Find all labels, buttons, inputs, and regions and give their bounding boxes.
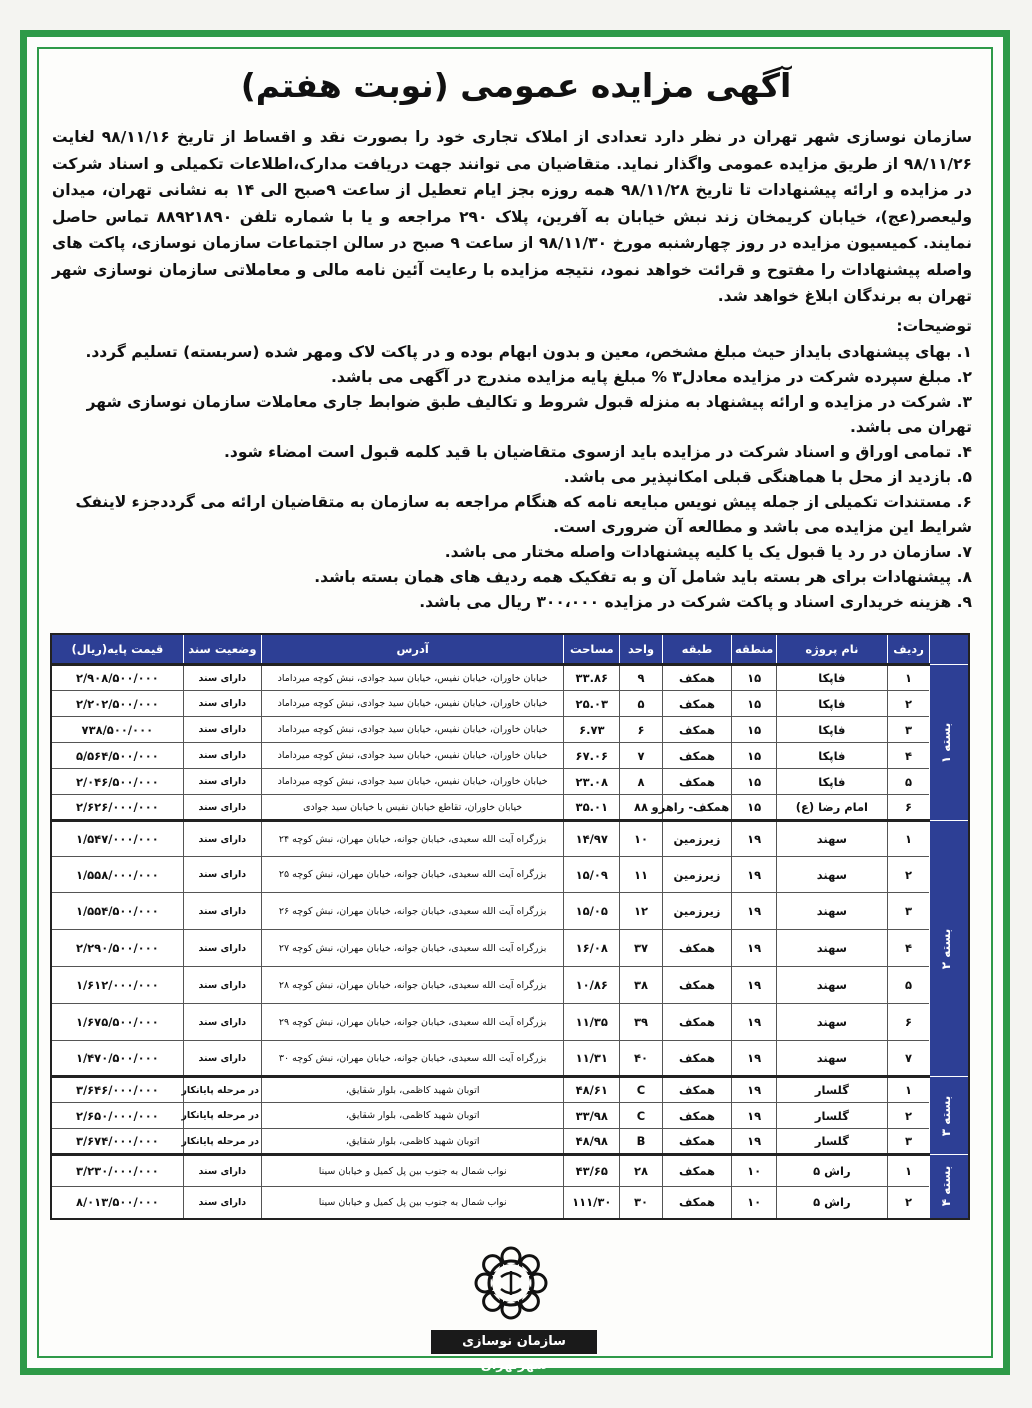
cell-project: سهند [776,930,887,967]
cell-row-number: ۲ [887,1187,930,1219]
note-item: ۷. سازمان در رد یا قبول یک یا کلیه پیشنهادات واصله مختار می باشد. [444,543,972,561]
cell-floor: همکف [662,1077,731,1103]
cell-row-number: ۴ [887,743,930,769]
cell-district: ۱۹ [732,821,777,857]
page-title: آگهی مزایده عمومی (نوبت هفتم) [240,66,792,105]
cell-floor: همکف [662,1129,731,1155]
cell-district: ۱۹ [732,967,777,1004]
note-item: ۳. شرکت در مزایده و ارائه پیشنهاد به منزله قبول شروط و تکالیف طبق ضوابط جاری معاملات سازمان نوسازی شهر تهران می باشد. [86,393,972,436]
cell-project: سهند [776,857,887,893]
cell-base-price: ۱/۵۵۸/۰۰۰/۰۰۰ [51,857,183,893]
cell-floor: همکف [662,1187,731,1219]
cell-deed-status: دارای سند [183,1004,261,1041]
cell-deed-status: در مرحله پایانکار [183,1129,261,1155]
cell-unit: ۳۷ [620,930,663,967]
cell-area: ۳۳.۸۶ [564,665,620,691]
cell-floor: همکف [662,691,731,717]
cell-district: ۱۹ [732,1077,777,1103]
cell-floor: همکف [662,1103,731,1129]
cell-address: اتوبان شهید کاظمی، بلوار شقایق، [262,1129,564,1155]
table-row [51,743,969,769]
cell-district: ۱۵ [732,691,777,717]
cell-district: ۱۹ [732,893,777,930]
cell-deed-status: دارای سند [183,743,261,769]
cell-unit: ۳۸ [620,967,663,1004]
cell-row-number: ۱ [887,665,930,691]
cell-base-price: ۱/۵۴۷/۰۰۰/۰۰۰ [51,821,183,857]
cell-area: ۱۱/۳۱ [564,1041,620,1077]
cell-unit: ۹ [620,665,663,691]
cell-floor: زیرزمین [662,893,731,930]
cell-row-number: ۶ [887,795,930,821]
cell-district: ۱۹ [732,1103,777,1129]
header-base-price: قیمت پایه(ریال) [51,634,183,665]
header-row-number: ردیف [887,634,930,665]
cell-floor: همکف [662,1155,731,1187]
table-row [51,1155,969,1187]
cell-unit: ۶ [620,717,663,743]
cell-row-number: ۱ [887,821,930,857]
cell-floor: زیرزمین [662,821,731,857]
cell-district: ۱۵ [732,795,777,821]
cell-address: بزرگراه آیت الله سعیدی، خیابان جوانه، خیابان مهران، نبش کوچه ۲۹ [262,1004,564,1041]
cell-district: ۱۵ [732,769,777,795]
auction-table [50,633,970,1220]
cell-area: ۳۳/۹۸ [564,1103,620,1129]
cell-unit: C [620,1077,663,1103]
cell-address: اتوبان شهید کاظمی، بلوار شقایق، [262,1103,564,1129]
table-row [51,665,969,691]
cell-district: ۱۹ [732,1129,777,1155]
cell-deed-status: در مرحله پایانکار [183,1077,261,1103]
table-row [51,1187,969,1219]
note-item: ۴. تمامی اوراق و اسناد شرکت در مزایده باید ازسوی متقاضیان با قید کلمه قبول است امضاء شود. [223,443,972,461]
cell-address: بزرگراه آیت الله سعیدی، خیابان جوانه، خیابان مهران، نبش کوچه ۲۶ [262,893,564,930]
cell-floor: همکف [662,930,731,967]
cell-project: فاپکا [776,743,887,769]
cell-base-price: ۲/۲۰۲/۵۰۰/۰۰۰ [51,691,183,717]
cell-floor: همکف [662,1004,731,1041]
cell-deed-status: دارای سند [183,1187,261,1219]
cell-floor: همکف [662,769,731,795]
cell-deed-status: دارای سند [183,665,261,691]
cell-project: گلسار [776,1077,887,1103]
lot-label [930,665,969,821]
cell-unit: ۱۰ [620,821,663,857]
cell-floor: همکف [662,1041,731,1077]
org-name-label: سازمان نوسازی شهرتهران [431,1330,597,1354]
cell-base-price: ۱/۶۷۵/۵۰۰/۰۰۰ [51,1004,183,1041]
cell-row-number: ۵ [887,769,930,795]
cell-district: ۱۹ [732,1004,777,1041]
header-lot [930,634,969,665]
table-row [51,857,969,893]
cell-area: ۱۱/۳۵ [564,1004,620,1041]
cell-unit: B [620,1129,663,1155]
cell-unit: ۱۱ [620,857,663,893]
note-item: ۵. بازدید از محل با هماهنگی قبلی امکانپذیر می باشد. [563,468,972,486]
cell-unit: ۳۹ [620,1004,663,1041]
table-row [51,1129,969,1155]
cell-base-price: ۳/۶۴۶/۰۰۰/۰۰۰ [51,1077,183,1103]
cell-district: ۱۰ [732,1187,777,1219]
cell-project: فاپکا [776,691,887,717]
cell-project: سهند [776,1041,887,1077]
cell-area: ۱۴/۹۷ [564,821,620,857]
header-project: نام پروژه [776,634,887,665]
table-row [51,717,969,743]
header-district: منطقه [732,634,777,665]
cell-address: بزرگراه آیت الله سعیدی، خیابان جوانه، خیابان مهران، نبش کوچه ۲۵ [262,857,564,893]
cell-deed-status: دارای سند [183,795,261,821]
cell-row-number: ۷ [887,1041,930,1077]
cell-address: بزرگراه آیت الله سعیدی، خیابان جوانه، خیابان مهران، نبش کوچه ۲۸ [262,967,564,1004]
cell-area: ۱۶/۰۸ [564,930,620,967]
lot-label-text: بسته ۱ [938,722,953,763]
table-row [51,1041,969,1077]
cell-deed-status: دارای سند [183,857,261,893]
cell-deed-status: در مرحله پایانکار [183,1103,261,1129]
note-item: ۱. بهای پیشنهادی بایداز حیث مبلغ مشخص، معین و بدون ابهام بوده و در پاکت لاک ومهر شده (سربسته) تسلیم گردد. [85,343,972,361]
cell-row-number: ۵ [887,967,930,1004]
cell-address: بزرگراه آیت الله سعیدی، خیابان جوانه، خیابان مهران، نبش کوچه ۲۴ [262,821,564,857]
table-row [51,967,969,1004]
cell-row-number: ۳ [887,1129,930,1155]
cell-unit: ۳۰ [620,1187,663,1219]
cell-project: سهند [776,1004,887,1041]
cell-address: بزرگراه آیت الله سعیدی، خیابان جوانه، خیابان مهران، نبش کوچه ۳۰ [262,1041,564,1077]
cell-row-number: ۱ [887,1155,930,1187]
cell-row-number: ۲ [887,691,930,717]
cell-area: ۴۳/۶۵ [564,1155,620,1187]
note-item: ۶. مستندات تکمیلی از جمله پیش نویس مبایعه نامه که هنگام مراجعه به سازمان به متقاضیان ارائه می گرددجزء لاینفک شرایط این مزایده می باشد و مطالعه آن ضروری است. [75,493,972,536]
cell-address: خیابان خاوران، خیابان نفیس، خیابان سید جوادی، نبش کوچه میرداماد [262,769,564,795]
cell-base-price: ۸/۰۱۳/۵۰۰/۰۰۰ [51,1187,183,1219]
cell-deed-status: دارای سند [183,1041,261,1077]
header-deed-status: وضعیت سند [183,634,261,665]
cell-deed-status: دارای سند [183,967,261,1004]
cell-project: امام رضا (ع) [776,795,887,821]
cell-row-number: ۱ [887,1077,930,1103]
header-floor: طبقه [662,634,731,665]
cell-address: نواب شمال به جنوب بین پل کمیل و خیابان سینا [262,1155,564,1187]
cell-area: ۶۷.۰۶ [564,743,620,769]
cell-project: راش ۵ [776,1187,887,1219]
cell-base-price: ۱/۴۷۰/۵۰۰/۰۰۰ [51,1041,183,1077]
cell-row-number: ۴ [887,930,930,967]
cell-base-price: ۱/۶۱۲/۰۰۰/۰۰۰ [51,967,183,1004]
org-logo-icon [471,1243,551,1323]
cell-floor: همکف- راهرو [662,795,731,821]
cell-base-price: ۵/۵۶۴/۵۰۰/۰۰۰ [51,743,183,769]
cell-base-price: ۲/۶۲۶/۰۰۰/۰۰۰ [51,795,183,821]
cell-address: خیابان خاوران، خیابان نفیس، خیابان سید جوادی، نبش کوچه میرداماد [262,743,564,769]
cell-unit: ۲۸ [620,1155,663,1187]
cell-area: ۳۵.۰۱ [564,795,620,821]
table-row [51,769,969,795]
table-row [51,1004,969,1041]
cell-deed-status: دارای سند [183,717,261,743]
cell-area: ۲۵.۰۳ [564,691,620,717]
cell-address: نواب شمال به جنوب بین پل کمیل و خیابان سینا [262,1187,564,1219]
cell-area: ۱۵/۰۵ [564,893,620,930]
cell-project: سهند [776,893,887,930]
cell-unit: ۷ [620,743,663,769]
cell-address: خیابان خاوران، خیابان نفیس، خیابان سید جوادی، نبش کوچه میرداماد [262,665,564,691]
cell-address: خیابان خاوران، تقاطع خیابان نفیس با خیابان سید جوادی [262,795,564,821]
cell-district: ۱۰ [732,1155,777,1187]
cell-base-price: ۱/۵۵۴/۵۰۰/۰۰۰ [51,893,183,930]
cell-project: راش ۵ [776,1155,887,1187]
cell-district: ۱۵ [732,665,777,691]
cell-area: ۴۸/۶۱ [564,1077,620,1103]
cell-row-number: ۳ [887,717,930,743]
cell-project: گلسار [776,1129,887,1155]
cell-deed-status: دارای سند [183,930,261,967]
notes-section [52,314,972,615]
cell-floor: همکف [662,717,731,743]
cell-unit: ۸ [620,769,663,795]
table-row [51,893,969,930]
note-item: ۹. هزینه خریداری اسناد و پاکت شرکت در مزایده ۳۰۰،۰۰۰ ریال می باشد. [419,593,972,611]
cell-district: ۱۹ [732,857,777,893]
cell-address: بزرگراه آیت الله سعیدی، خیابان جوانه، خیابان مهران، نبش کوچه ۲۷ [262,930,564,967]
cell-unit: C [620,1103,663,1129]
cell-unit: ۴۰ [620,1041,663,1077]
cell-address: اتوبان شهید کاظمی، بلوار شقایق، [262,1077,564,1103]
cell-floor: زیرزمین [662,857,731,893]
cell-address: خیابان خاوران، خیابان نفیس، خیابان سید جوادی، نبش کوچه میرداماد [262,691,564,717]
header-area: مساحت [564,634,620,665]
table-row [51,1103,969,1129]
cell-area: ۲۳.۰۸ [564,769,620,795]
note-item: ۸. پیشنهادات برای هر بسته باید شامل آن و به تفکیک همه ردیف های همان بسته باشد. [314,568,972,586]
cell-unit: ۵ [620,691,663,717]
cell-area: ۱۱۱/۳۰ [564,1187,620,1219]
cell-address: خیابان خاوران، خیابان نفیس، خیابان سید جوادی، نبش کوچه میرداماد [262,717,564,743]
note-item: ۲. مبلغ سپرده شرکت در مزایده معادل۳ % مبلغ پایه مزایده مندرج در آگهی می باشد. [331,368,972,386]
cell-project: فاپکا [776,665,887,691]
table-header-row [51,634,969,665]
cell-unit: ۱۲ [620,893,663,930]
intro-paragraph: سازمان نوسازی شهر تهران در نظر دارد تعدادی از املاک تجاری خود را بصورت نقد و اقساط از تاریخ ۹۸/۱۱/۱۶ لغایت ۹۸/۱۱/۲۶ از طریق مزایده عمومی واگذار نماید. متقاضیان می توانند جهت دریافت مدارک،اطلاعات تکمیلی و اسناد شرکت در مزایده و ارائه پیشنهادات تا تاریخ ۹۸/۱۱/۲۸ همه روزه بجز ایام تعطیل از ساعت ۹صبح الی ۱۴ به نشانی تهران، میدان ولیعصر(عج)، خیابان کریمخان زند نبش خیابان به آفرین، پلاک ۲۹۰ مراجعه و یا با شماره تلفن ۸۸۹۲۱۸۹۰ تماس حاصل نمایند. کمیسیون مزایده در روز چهارشنبه مورخ ۹۸/۱۱/۳۰ از ساعت ۹ صبح در سالن اجتماعات سازمان نوسازی، پاکت های واصله پیشنهادات را مفتوح و قرائت خواهد نمود، نتیجه مزایده با رعایت آئین نامه مالی و معاملاتی سازمان نوسازی شهر تهران به برندگان ابلاغ خواهد شد. [52,128,972,305]
cell-deed-status: دارای سند [183,893,261,930]
cell-area: ۱۵/۰۹ [564,857,620,893]
lot-label-text: بسته ۴ [938,1166,953,1207]
cell-base-price: ۲/۰۴۶/۵۰۰/۰۰۰ [51,769,183,795]
cell-project: گلسار [776,1103,887,1129]
notes-heading: توضیحات: [896,317,972,335]
header-unit: واحد [620,634,663,665]
lot-label [930,1077,969,1155]
lot-label [930,1155,969,1219]
cell-area: ۴۸/۹۸ [564,1129,620,1155]
cell-deed-status: دارای سند [183,691,261,717]
cell-row-number: ۳ [887,893,930,930]
cell-project: فاپکا [776,717,887,743]
table-row [51,1077,969,1103]
cell-area: ۱۰/۸۶ [564,967,620,1004]
cell-district: ۱۹ [732,930,777,967]
lot-label [930,821,969,1077]
cell-project: سهند [776,967,887,1004]
cell-base-price: ۷۳۸/۵۰۰/۰۰۰ [51,717,183,743]
table-row [51,795,969,821]
cell-district: ۱۵ [732,743,777,769]
cell-unit: ۸۸ [620,795,663,821]
cell-deed-status: دارای سند [183,1155,261,1187]
cell-district: ۱۹ [732,1041,777,1077]
cell-base-price: ۲/۲۹۰/۵۰۰/۰۰۰ [51,930,183,967]
cell-floor: همکف [662,743,731,769]
header-address: آدرس [262,634,564,665]
cell-district: ۱۵ [732,717,777,743]
cell-base-price: ۳/۲۳۰/۰۰۰/۰۰۰ [51,1155,183,1187]
lot-label-text: بسته ۳ [938,1095,953,1136]
cell-row-number: ۲ [887,1103,930,1129]
table-row [51,821,969,857]
table-row [51,691,969,717]
cell-floor: همکف [662,665,731,691]
cell-project: سهند [776,821,887,857]
cell-area: ۶.۷۳ [564,717,620,743]
cell-deed-status: دارای سند [183,821,261,857]
cell-project: فاپکا [776,769,887,795]
cell-row-number: ۶ [887,1004,930,1041]
table-row [51,930,969,967]
cell-floor: همکف [662,967,731,1004]
lot-label-text: بسته ۲ [938,928,953,969]
cell-row-number: ۲ [887,857,930,893]
cell-base-price: ۳/۶۷۴/۰۰۰/۰۰۰ [51,1129,183,1155]
cell-base-price: ۲/۹۰۸/۵۰۰/۰۰۰ [51,665,183,691]
cell-base-price: ۲/۶۵۰/۰۰۰/۰۰۰ [51,1103,183,1129]
cell-deed-status: دارای سند [183,769,261,795]
